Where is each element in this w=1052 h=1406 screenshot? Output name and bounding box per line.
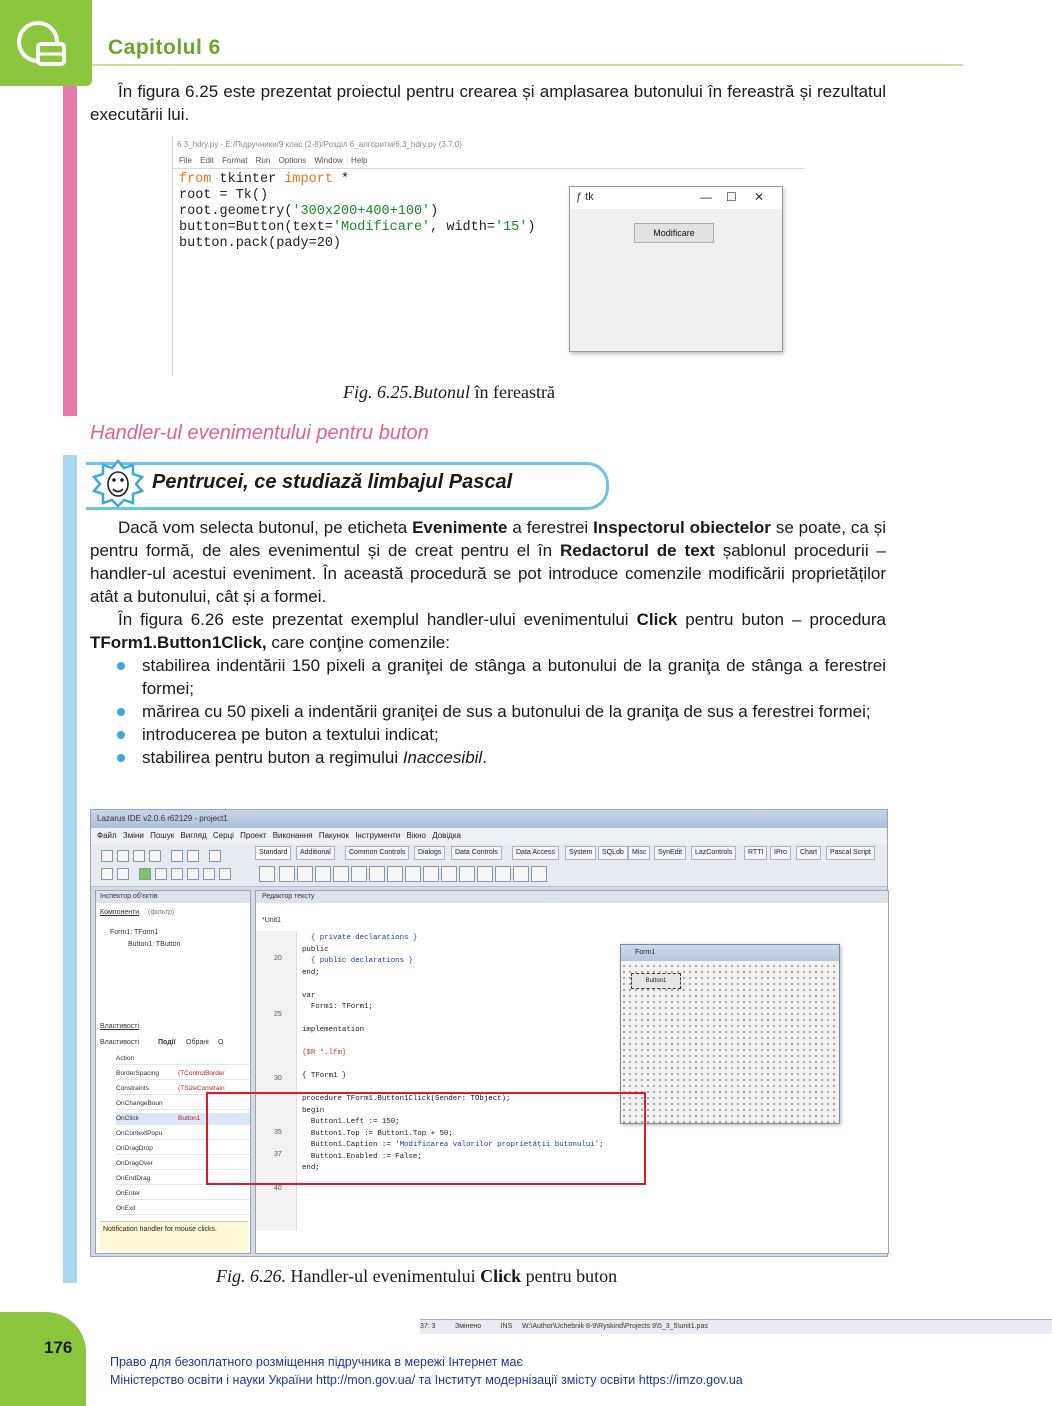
popupmenu-icon[interactable] — [297, 866, 313, 882]
highlight-frame — [206, 1092, 646, 1185]
close-icon[interactable]: ✕ — [754, 190, 765, 204]
event-value: (TSizeConstrain — [178, 1085, 225, 1092]
event-row[interactable] — [116, 1068, 250, 1080]
event-name: OnContextPopu — [116, 1130, 163, 1137]
palette-tab[interactable]: SQLdb — [598, 846, 628, 860]
event-name: OnEndDrag — [116, 1175, 151, 1182]
save-icon[interactable] — [133, 850, 145, 862]
run-icon[interactable] — [139, 868, 151, 880]
form1-titlebar: Form1 — [621, 945, 839, 961]
palette-tab[interactable]: Standard — [255, 846, 291, 860]
figure-6-25 — [172, 136, 805, 376]
event-row[interactable] — [116, 1053, 250, 1065]
components-label: Компоненти — [100, 909, 140, 916]
pause-icon[interactable] — [155, 868, 167, 880]
footer-line-1: Право для безоплатного розміщення підручника в мережі Інтернет має — [110, 1355, 523, 1369]
footer-line-2: Міністерство освіти і науки України http://mon.gov.ua/ та Інститут модернізації змісту освіти https://imzo.gov.ua — [110, 1373, 743, 1387]
paragraph-figure-6-26: În figura 6.26 este prezentat exemplul handler-ului evenimentului Click pentru buton – procedura TForm1.Button1Click, care conţine comenzile: — [90, 610, 886, 652]
palette-tab[interactable]: SynEdit — [654, 846, 686, 860]
view-icon[interactable] — [101, 868, 113, 880]
radio-component-icon[interactable] — [405, 866, 421, 882]
open-icon[interactable] — [117, 850, 129, 862]
inspector-title: Інспектор об'єктів — [96, 891, 250, 903]
tk-window-titlebar — [570, 187, 782, 209]
event-name: OnEnter — [116, 1190, 141, 1197]
units-icon[interactable] — [187, 850, 199, 862]
pascal-code: { private declarations } public { public declarations } end; var Form1: TForm1; implementation {$R *.lfm} { TForm1 } procedure TForm1.Button1Click(Sender: TObject); begin Button1.Left := 150; Button1.Top := Button1.Top + 50; Button1.Caption := 'Modificarea valorilor proprietăţii butonului'; Button1.Enabled := False; end; — [302, 934, 604, 1172]
forms-icon[interactable] — [171, 850, 183, 862]
event-name: OnDragOver — [116, 1160, 153, 1167]
lazarus-title: Lazarus IDE v2.0.6 r62129 - project1 — [91, 810, 887, 828]
save-all-icon[interactable] — [149, 850, 161, 862]
palette-tab[interactable]: Chart — [796, 846, 821, 860]
lazarus-toolbar — [91, 844, 887, 887]
lion-mascot-icon — [86, 458, 150, 508]
pointer-icon[interactable] — [259, 866, 275, 882]
event-name: OnChangeBoun — [116, 1100, 163, 1107]
book-screen-icon — [16, 18, 70, 72]
ide-title: 6.3_hdry.py - E:/Підручники/9 клас (2-8)/Розділ 6_алгоритм/6.3_hdry.py (3.7.0) — [177, 140, 462, 149]
palette-tab[interactable]: Additional — [296, 846, 335, 860]
palette-tab[interactable]: Data Controls — [451, 846, 502, 860]
form1-button1[interactable]: Button1 — [631, 973, 681, 989]
memo-component-icon[interactable] — [369, 866, 385, 882]
maximize-icon[interactable]: ☐ — [726, 190, 737, 204]
list-item: stabilirea indentării 150 pixeli a graniţei de stânga a butonului de la graniţa de stânga a ferestrei formei; — [112, 654, 886, 700]
palette-tab[interactable]: System — [565, 846, 596, 860]
form1-designer — [620, 944, 840, 1124]
palette-tab[interactable]: LazControls — [691, 846, 736, 860]
new-icon[interactable] — [101, 850, 113, 862]
panel-component-icon[interactable] — [495, 866, 511, 882]
banner-text: Pentrucei, ce studiază limbajul Pascal — [152, 471, 513, 493]
event-name: Constraints — [116, 1085, 149, 1092]
tab-favorites[interactable]: Обрані — [186, 1039, 209, 1046]
paragraph-events: Dacă vom selecta butonul, pe eticheta Evenimente a ferestrei Inspectorul obiectelor se poate, ca și pentru formă, de ales evenimentul și de creat pentru el în Redactorul de text șablonul procedurii – handler-ul acestui eveniment. În această procedură se pot introduce comenzile modificării proprietăților atât a butonului, cât și a formei. — [90, 518, 887, 606]
section-title: Handler-ul evenimentului pentru buton — [90, 422, 429, 444]
editor-title: Редактор тексту — [256, 891, 888, 903]
mainmenu-icon[interactable] — [279, 866, 295, 882]
margin-bar-pink — [63, 86, 77, 416]
event-name: Action — [116, 1055, 135, 1062]
component-palette-tabs — [255, 844, 887, 860]
line-gutter: 20 25 30 35 37 40 — [256, 931, 297, 1231]
ide-menu: File Edit Format Run Options Window Help — [179, 156, 368, 165]
scrollbar-component-icon[interactable] — [459, 866, 475, 882]
python-code: from tkinter import * root = Tk() root.geometry('300x200+400+100') button=Button(text='Modificare', width='15') button.pack(pady=20) — [179, 172, 536, 251]
page-tab — [0, 1312, 86, 1406]
editor-statusbar: 37: 3 Змінено INS W:\Author\Uchebnik 8-9\Ryskind\Projects 9\5_3_5\unit1.pas — [420, 1319, 1052, 1334]
event-name: OnExit — [116, 1205, 136, 1212]
step-over-icon[interactable] — [203, 868, 215, 880]
event-name: OnDragDrop — [116, 1145, 153, 1152]
event-value: Button1 — [178, 1115, 201, 1122]
options-icon[interactable] — [117, 868, 129, 880]
event-value: (TControlBorder — [178, 1070, 225, 1077]
checkbox-component-icon[interactable] — [387, 866, 403, 882]
caption-6-26: Fig. 6.26. Handler-ul evenimentului Click pentru buton — [216, 1266, 618, 1286]
chapter-title: Capitolul 6 — [108, 36, 221, 59]
tab-events[interactable]: Події — [158, 1039, 176, 1046]
event-name: OnClick — [116, 1115, 139, 1122]
tab-other[interactable]: О — [218, 1039, 224, 1046]
tab-properties[interactable]: Властивості — [100, 1039, 140, 1046]
stop-icon[interactable] — [171, 868, 183, 880]
event-row[interactable] — [116, 1188, 250, 1200]
properties-label: Властивості — [100, 1023, 140, 1030]
palette-tab[interactable]: Misc — [628, 846, 650, 860]
tree-form1[interactable]: Form1: TForm1 — [110, 929, 159, 936]
palette-tab[interactable]: Pascal Script — [826, 846, 875, 860]
button-component-icon[interactable] — [315, 866, 331, 882]
command-list — [112, 654, 886, 769]
list-item: mărirea cu 50 pixeli a indentării graniţei de sus a butonului de la graniţa de sus a ferestrei formei; — [112, 700, 886, 723]
listbox-component-icon[interactable] — [423, 866, 439, 882]
label-component-icon[interactable] — [333, 866, 349, 882]
groupbox-component-icon[interactable] — [477, 866, 493, 882]
caption-6-25: Fig. 6.25.Butonul în fereastră — [343, 382, 555, 402]
page-number: 176 — [44, 1338, 73, 1357]
list-item: stabilirea pentru buton a regimului Inaccesibil. — [112, 746, 886, 769]
feather-icon: ƒ tk — [576, 191, 594, 203]
palette-tab[interactable]: Dialogs — [414, 846, 445, 860]
inspector-hint: Notification handler for mouse clicks. — [100, 1221, 248, 1251]
step-icon[interactable] — [187, 868, 199, 880]
step-out-icon[interactable] — [219, 868, 231, 880]
frame-component-icon[interactable] — [513, 866, 529, 882]
event-row[interactable] — [116, 1203, 250, 1215]
palette-tab[interactable]: RTTI — [744, 846, 767, 860]
tree-button1[interactable]: Button1: TButton — [128, 941, 181, 948]
tk-window — [569, 186, 783, 352]
margin-bar-blue — [63, 455, 77, 1283]
editor-tab-unit1[interactable]: *Unit1 — [262, 917, 282, 924]
combobox-component-icon[interactable] — [441, 866, 457, 882]
list-item: introducerea pe buton a textului indicat; — [112, 723, 886, 746]
palette-tab[interactable]: Common Controls — [345, 846, 409, 860]
intro-paragraph: În figura 6.25 este prezentat proiectul pentru crearea și amplasarea butonului în fereastră și rezultatul executării lui. — [90, 82, 886, 124]
event-name: BorderSpacing — [116, 1070, 159, 1077]
components-filter[interactable]: (фільтр) — [148, 909, 175, 916]
lazarus-menu[interactable]: Файл Зміни Пошук Вигляд Серці Проект Виконання Пакунок Інструменти Вікно Довідка — [91, 828, 887, 844]
header-rule — [92, 64, 963, 66]
palette-tab[interactable]: IPro — [770, 846, 791, 860]
edit-component-icon[interactable] — [351, 866, 367, 882]
object-inspector — [95, 890, 251, 1254]
actionlist-component-icon[interactable] — [531, 866, 547, 882]
palette-tab[interactable]: Data Access — [512, 846, 559, 860]
toggle-icon[interactable] — [209, 850, 221, 862]
modificare-button[interactable]: Modificare — [634, 223, 714, 243]
minimize-icon[interactable]: — — [700, 190, 712, 204]
